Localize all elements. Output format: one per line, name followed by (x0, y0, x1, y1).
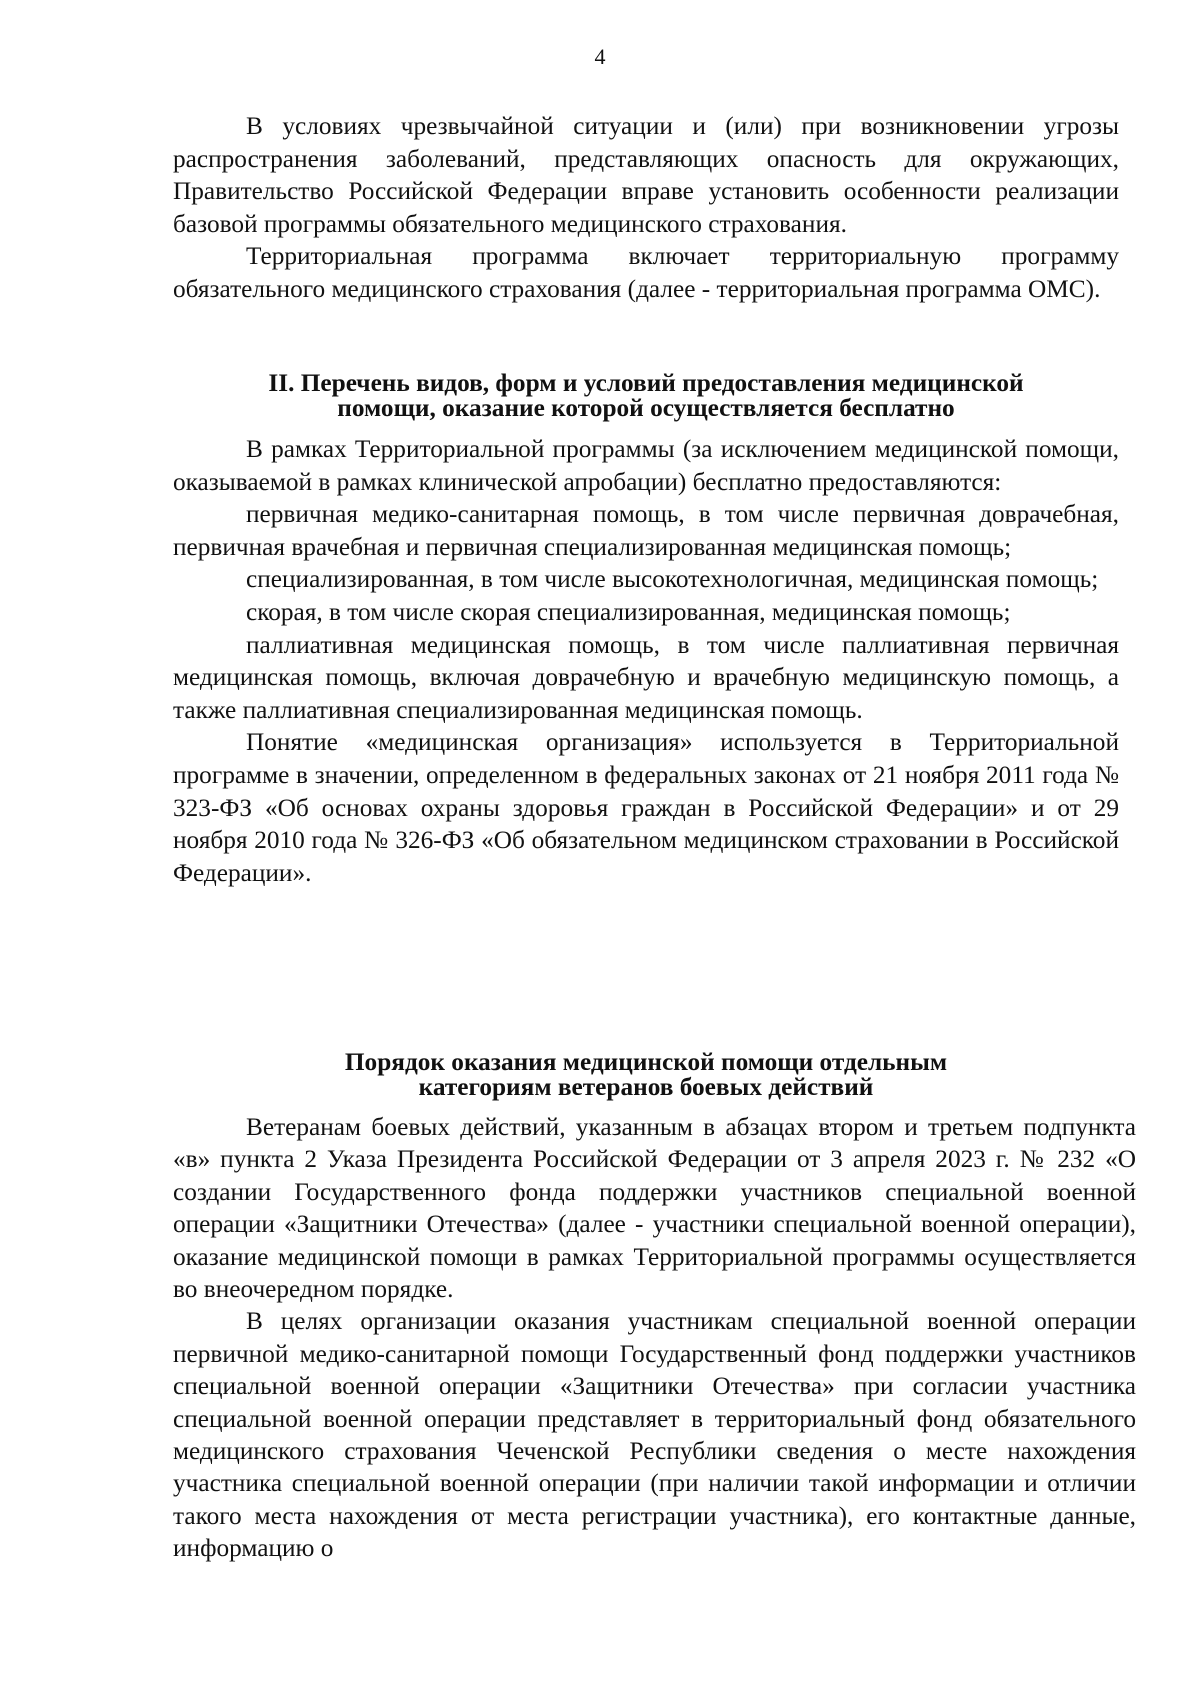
paragraph: В рамках Территориальной программы (за исключением медицинской помощи, оказываемой в рамках клинической апробации) бесплатно предоставляются: (173, 435, 1119, 496)
paragraph: Территориальная программа включает территориальную программу обязательного медицинского страхования (далее - территориальная программа ОМС). (173, 242, 1119, 303)
paragraph: первичная медико-санитарная помощь, в том числе первичная доврачебная, первичная врачебная и первичная специализированная медицинская помощь; (173, 500, 1119, 561)
paragraph: Понятие «медицинская организация» используется в Территориальной программе в значении, определенном в федеральных законах от 21 ноября 2011 года № 323-ФЗ «Об основах охраны здоровья граждан в Российской Федерации» и от 29 ноября 2010 года № 326-ФЗ «Об обязательном медицинском страховании в Российской Федерации». (173, 728, 1119, 887)
paragraph: Ветеранам боевых действий, указанным в абзацах втором и третьем подпункта «в» пункта 2 Указа Президента Российской Федерации от 3 апреля 2023 г. № 232 «О создании Государственного фонда поддержки участников специальной военной операции «Защитники Отечества» (далее - участники специальной военной операции), оказание медицинской помощи в рамках Территориальной программы осуществляется во внеочередном порядке. (173, 1113, 1136, 1304)
section-body (173, 1111, 1136, 1565)
section-heading (173, 371, 1119, 421)
section-heading-line: помощи, оказание которой осуществляется бесплатно (337, 394, 955, 422)
section-heading-line: Порядок оказания медицинской помощи отдельным (344, 1048, 948, 1076)
paragraph: В целях организации оказания участникам специальной военной операции первичной медико-санитарной помощи Государственный фонд поддержки участников специальной военной операции «Защитники Отечества» при согласии участника специальной военной операции представляет в территориальный фонд обязательного медицинского страхования Чеченской Республики сведения о месте нахождения участника специальной военной операции (при наличии такой информации и отличии такого места нахождения от места регистрации участника), его контактные данные, информацию о (173, 1307, 1136, 1563)
paragraph: скорая, в том числе скорая специализированная, медицинская помощь; (246, 597, 1011, 626)
paragraph: В условиях чрезвычайной ситуации и (или) при возникновении угрозы распространения заболеваний, представляющих опасность для окружающих, Правительство Российской Федерации вправе установить особенности реализации базовой программы обязательного медицинского страхования. (173, 112, 1119, 238)
section-body (173, 433, 1119, 889)
section-heading-line: II. Перечень видов, форм и условий предоставления медицинской (268, 369, 1024, 397)
paragraph: специализированная, в том числе высокотехнологичная, медицинская помощь; (246, 565, 1099, 594)
section-heading-line: категориям ветеранов боевых действий (418, 1073, 874, 1101)
intro-block (173, 110, 1119, 306)
page-number: 4 (594, 44, 606, 69)
paragraph: паллиативная медицинская помощь, в том числе паллиативная первичная медицинская помощь, включая доврачебную и врачебную медицинскую помощь, а также паллиативная специализированная медицинская помощь. (173, 630, 1119, 724)
section-heading (173, 1050, 1119, 1100)
